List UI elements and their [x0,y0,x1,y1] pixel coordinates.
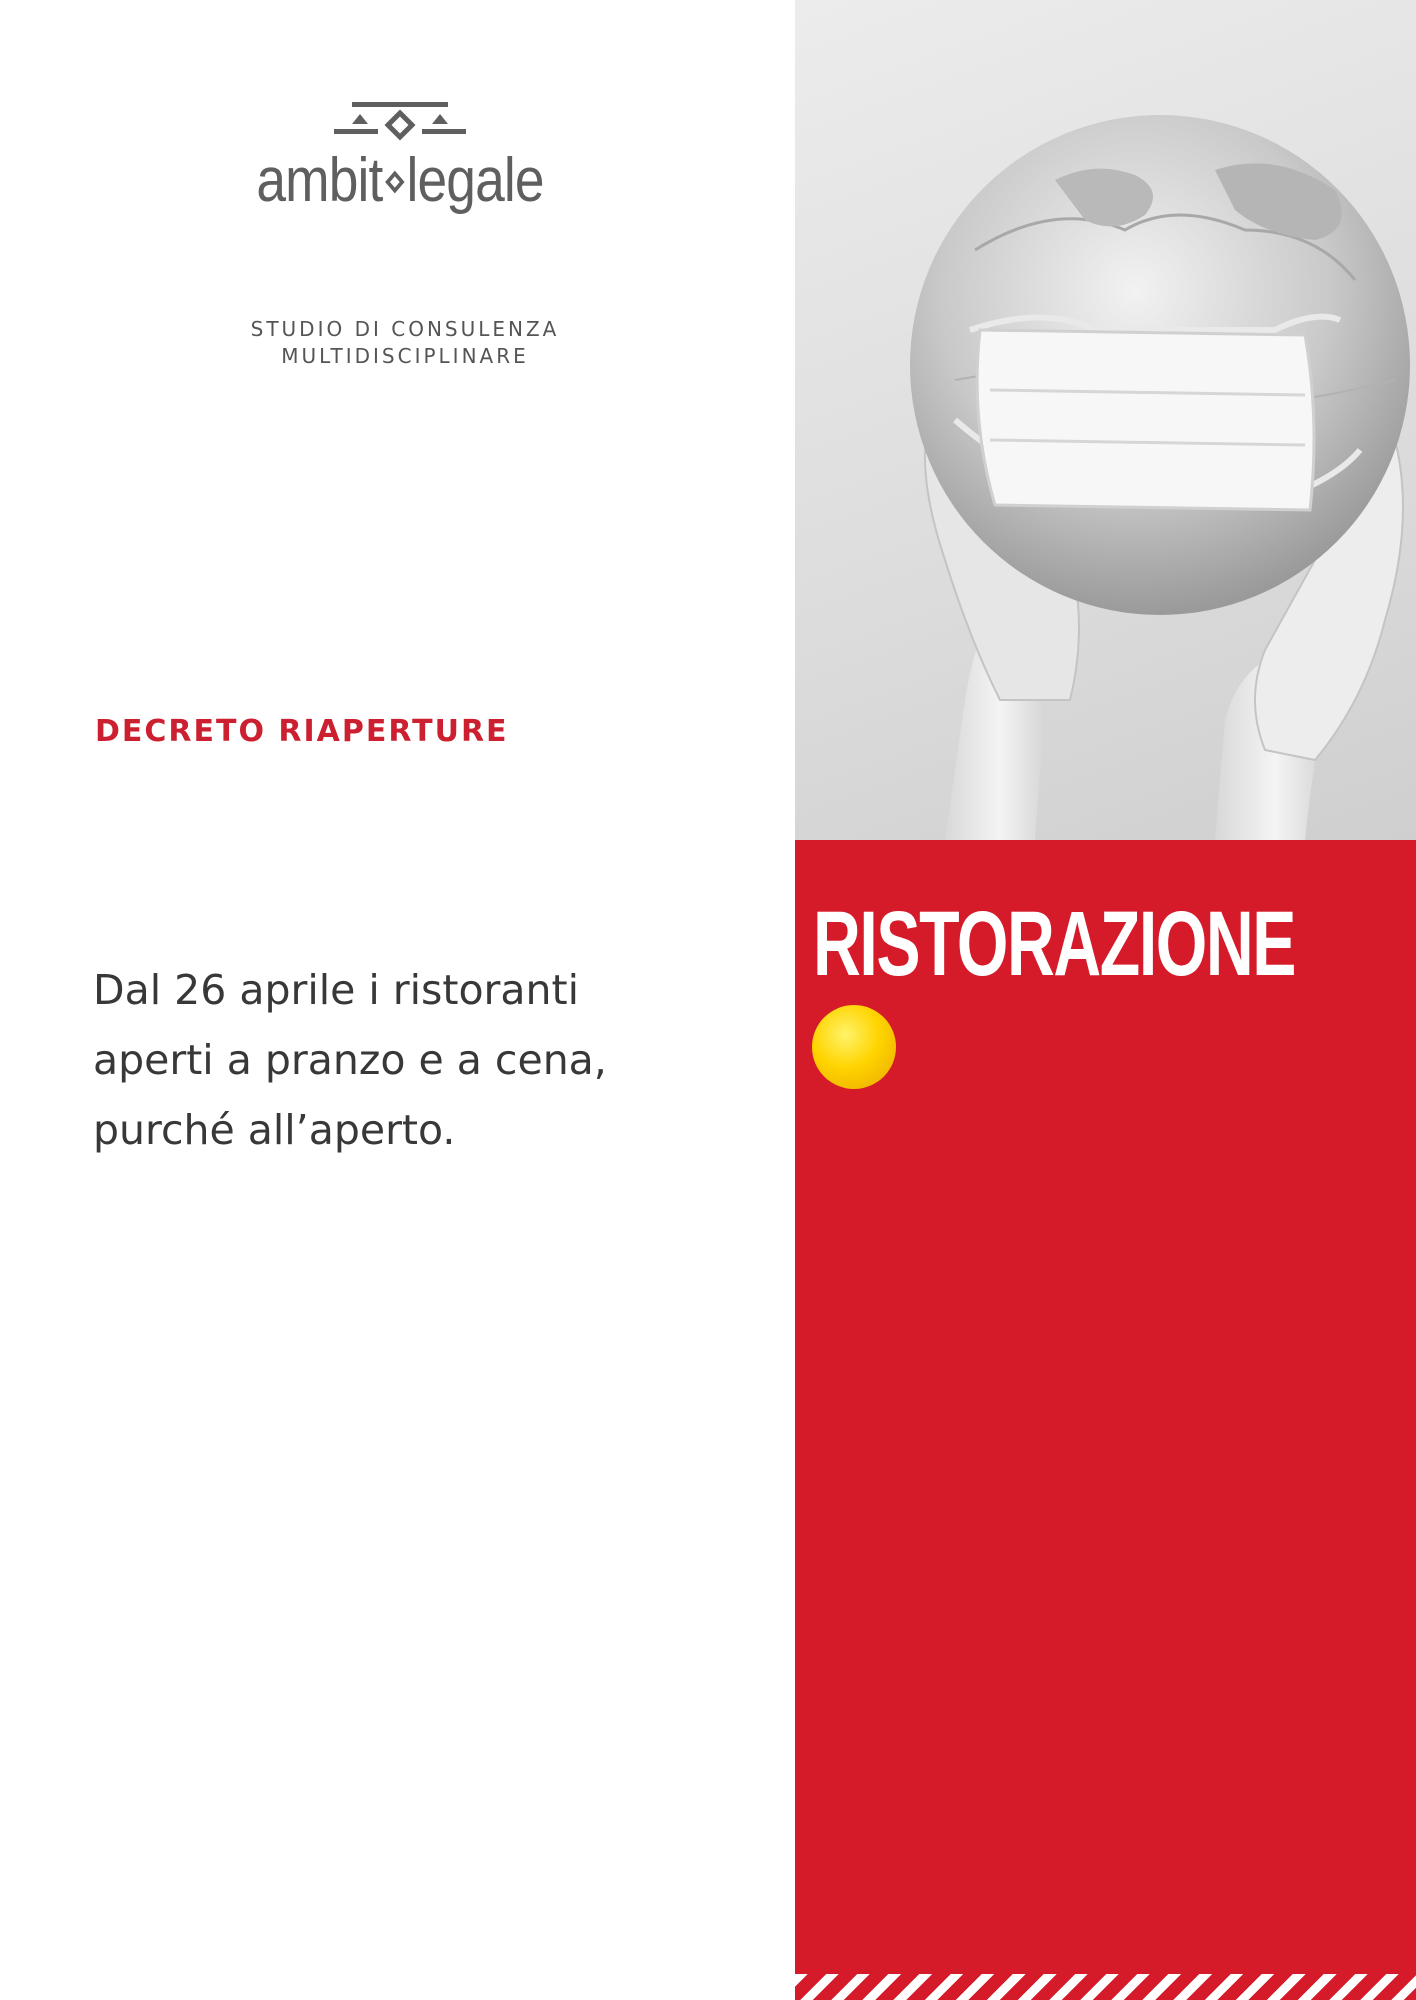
tagline-line-2: MULTIDISCIPLINARE [281,344,529,368]
section-kicker: DECRETO RIAPERTURE [95,714,509,749]
body-line-2: aperti a pranzo e a cena, [93,1036,607,1084]
scales-diamond-icon [330,100,470,144]
striped-border [795,1974,1416,2000]
tagline-line-1: STUDIO DI CONSULENZA [250,317,560,341]
body-line-3: purché all’aperto. [93,1106,456,1154]
highlight-panel [795,840,1416,2000]
tagline [170,316,640,370]
panel-title: RISTORAZIONE [813,893,1296,995]
globe-with-mask-illustration [795,0,1416,840]
yellow-circle-icon [812,1005,896,1089]
logo-wordmark: ambit legale [256,146,544,215]
body-line-1: Dal 26 aprile i ristoranti [93,966,579,1014]
logo [220,100,580,215]
diamond-icon [385,170,404,193]
body-text [93,955,713,1165]
globe-mask-photo [795,0,1416,840]
